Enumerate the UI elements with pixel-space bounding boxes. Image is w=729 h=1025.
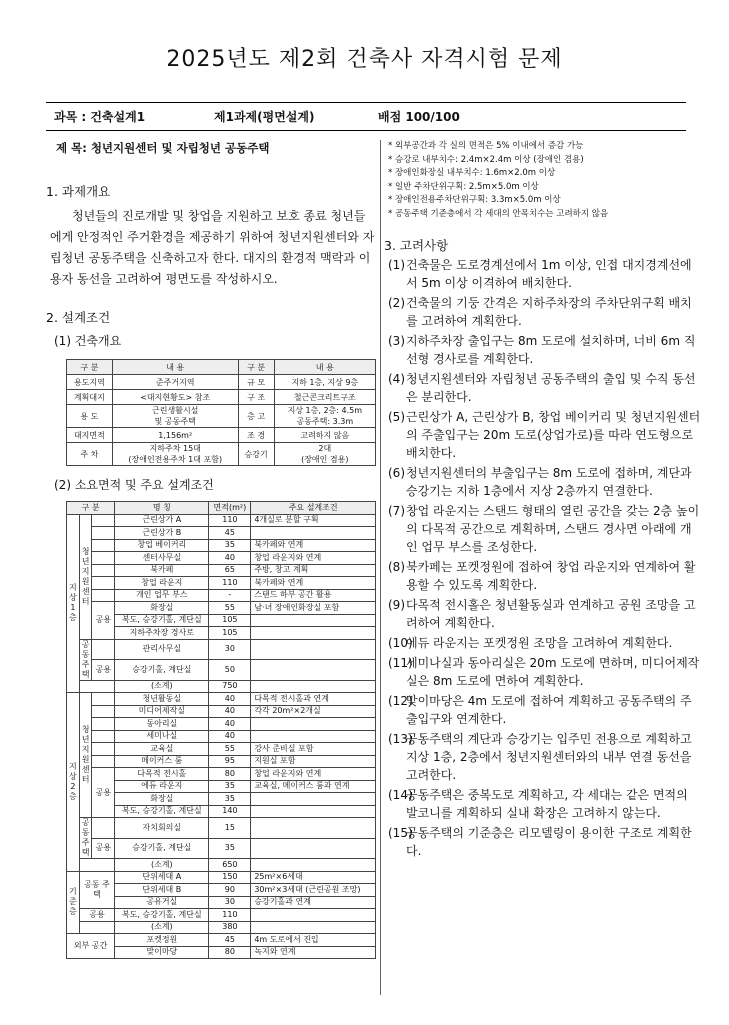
table-row [67, 730, 376, 743]
item-text: 맞이마당은 4m 도로에 접하여 계획하고 공동주택의 주출입구와 연계한다. [406, 693, 692, 726]
blank-cell [92, 552, 115, 565]
table-header-cell: 명 칭 [115, 502, 209, 515]
table-cell: 2대 (장애인 겸용) [274, 443, 375, 466]
group-label: 공용 [92, 602, 115, 640]
item-text: 북카페는 포켓정원에 접하여 창업 라운지와 연계하여 활용할 수 있도록 계획한다. [406, 559, 696, 592]
room-area: 35 [209, 793, 251, 806]
item-number: (12) [388, 693, 413, 708]
table-row [67, 602, 376, 615]
item-number: (3) [388, 333, 405, 348]
room-name: 창업 라운지 [115, 577, 209, 590]
blank-cell [92, 718, 115, 731]
group-label: 기준층 [67, 871, 80, 934]
item-text: 공동주택의 기준층은 리모델링이 용이한 구조로 계획한다. [406, 825, 692, 858]
room-area: 65 [209, 564, 251, 577]
room-name: 복도, 승강기홀, 계단실 [115, 909, 209, 922]
room-condition [251, 909, 376, 922]
room-name: 메이커스 룸 [115, 755, 209, 768]
group-label: 지상 2층 [67, 693, 80, 872]
table-cell: 지상 1층, 2층: 4.5m 공동주택: 3.3m [274, 405, 375, 428]
building-outline-table [66, 359, 376, 466]
consideration-item [384, 256, 702, 292]
table-header-cell: 구 분 [67, 502, 115, 515]
room-condition: 30m²×3세대 (근린공원 조망) [251, 884, 376, 897]
room-area: 50 [209, 660, 251, 681]
table-row [67, 934, 376, 947]
group-label: 공용 [79, 909, 114, 922]
room-area: 30 [209, 639, 251, 660]
room-area: 105 [209, 627, 251, 640]
table-row [67, 909, 376, 922]
room-name: 다목적 전시홀 [115, 768, 209, 781]
room-condition: 북카페와 연계 [251, 577, 376, 590]
room-area: 40 [209, 718, 251, 731]
consideration-item [384, 558, 702, 594]
room-area: 90 [209, 884, 251, 897]
room-condition: 북카페와 연계 [251, 539, 376, 552]
room-area: - [209, 589, 251, 602]
item-text: 지하주차장 출입구는 8m 도로에 설치하며, 너비 6m 직선형 경사로를 계획한다. [406, 333, 696, 366]
header-top-rule [46, 102, 686, 103]
consideration-item [384, 596, 702, 632]
room-area: 40 [209, 705, 251, 718]
blank-cell [251, 921, 376, 934]
group-label: 공동 주택 [79, 818, 92, 859]
room-area: 150 [209, 871, 251, 884]
consideration-item [384, 332, 702, 368]
table-cell: 구 조 [238, 390, 274, 405]
table-cell: 계획대지 [67, 390, 113, 405]
item-number: (1) [388, 257, 405, 272]
room-name: 단위세대 A [115, 871, 209, 884]
blank-cell [92, 818, 115, 839]
room-condition: 4개실로 분할 구획 [251, 514, 376, 527]
table-cell: 대지면적 [67, 428, 113, 443]
room-name: 동아리실 [115, 718, 209, 731]
room-name: 복도, 승강기홀, 계단실 [115, 805, 209, 818]
blank-cell [92, 755, 115, 768]
blank-cell [92, 743, 115, 756]
item-text: 창업 라운지는 스탠드 형태의 열린 공간을 갖는 2층 높이의 다목적 공간으로 계획하며, 스탠드 경사면 아래에 개인 업무 부스를 조성한다. [406, 503, 700, 554]
group-label: 공용 [92, 768, 115, 818]
table-row [67, 443, 376, 466]
room-area: 140 [209, 805, 251, 818]
table-cell: 조 경 [238, 428, 274, 443]
table-row [67, 539, 376, 552]
room-name: 맞이마당 [115, 946, 209, 959]
room-condition: 주방, 창고 계획 [251, 564, 376, 577]
consideration-item [384, 634, 702, 652]
room-area: 110 [209, 909, 251, 922]
group-label: 공용 [92, 660, 115, 681]
item-text: 건축물의 기둥 간격은 지하주차장의 주차단위구획 배치를 고려하여 계획한다. [406, 295, 692, 328]
blank-cell [92, 589, 115, 602]
item-text: 건축물은 도로경계선에서 1m 이상, 인접 대지경계선에서 5m 이상 이격하여 배치한다. [406, 257, 692, 290]
table-cell: 용도지역 [67, 375, 113, 390]
room-condition [251, 527, 376, 540]
blank-cell [251, 859, 376, 872]
considerations-list [384, 256, 702, 860]
room-condition: 녹지와 연계 [251, 946, 376, 959]
room-name: 세미나실 [115, 730, 209, 743]
subtotal-value: 380 [209, 921, 251, 934]
room-name: 미디어제작실 [115, 705, 209, 718]
table-row [67, 514, 376, 527]
subject-label: 과목 : 건축설계1 [54, 110, 146, 124]
room-condition: 창업 라운지와 연계 [251, 552, 376, 565]
item-text: 세미나실과 동아리실은 20m 도로에 면하며, 미디어제작실은 8m 도로에 면하여 계획한다. [406, 655, 700, 688]
consideration-item [384, 502, 702, 556]
room-area: 45 [209, 934, 251, 947]
table-row [67, 755, 376, 768]
notes-list [384, 140, 702, 222]
room-condition: 지원실 포함 [251, 755, 376, 768]
table-header-cell: 구 분 [238, 360, 274, 375]
item-number: (15) [388, 825, 413, 840]
room-name: 교육실 [115, 743, 209, 756]
room-name: 승강기홀, 계단실 [115, 660, 209, 681]
table-row [67, 768, 376, 781]
consideration-item [384, 824, 702, 860]
room-name: 근린상가 B [115, 527, 209, 540]
table-header-cell: 주요 설계조건 [251, 502, 376, 515]
consideration-item [384, 370, 702, 406]
blank-cell [92, 514, 115, 527]
table-cell: 고려하지 않음 [274, 428, 375, 443]
room-condition: 강사 준비실 포함 [251, 743, 376, 756]
blank-cell [79, 859, 114, 872]
group-label: 청년 지원 센터 [79, 693, 92, 818]
subtotal-label: (소계) [115, 680, 209, 693]
table-row [67, 705, 376, 718]
room-condition: 4m 도로에서 진입 [251, 934, 376, 947]
blank-cell [251, 680, 376, 693]
room-area: 80 [209, 768, 251, 781]
overview-heading: 1. 과제개요 [46, 184, 111, 199]
room-name: 개인 업무 부스 [115, 589, 209, 602]
group-label: 청년 지원 센터 [79, 514, 92, 639]
overview-text: 청년들의 진로개발 및 창업을 지원하고 보호 종료 청년들에게 안정적인 주거환경을 제공하기 위하여 청년지원센터와 자립청년 공동주택을 신축하고자 한다. 대지의 환경적 맥락과 이용자 동선을 고려하여 평면도를 작성하시오. [50, 209, 375, 286]
consideration-item [384, 692, 702, 728]
table-row [67, 589, 376, 602]
table-cell: 1,156m² [112, 428, 238, 443]
room-name: 지하주차장 경사로 [115, 627, 209, 640]
table-row [67, 871, 376, 884]
room-area: 35 [209, 838, 251, 859]
item-number: (14) [388, 787, 413, 802]
item-number: (7) [388, 503, 405, 518]
table-row [67, 375, 376, 390]
right-column [384, 140, 702, 860]
considerations-heading: 3. 고려사항 [384, 237, 449, 253]
room-condition [251, 818, 376, 839]
column-divider [380, 140, 381, 995]
group-label: 지상 1층 [67, 514, 80, 693]
table-cell: <대지현황도> 참조 [112, 390, 238, 405]
table-cell: 주 차 [67, 443, 113, 466]
item-text: 공동주택은 중복도로 계획하고, 각 세대는 같은 면적의 발코니를 계획하되 실내 확장은 고려하지 않는다. [406, 787, 688, 820]
item-text: 에듀 라운지는 포켓정원 조망을 고려하여 계획한다. [406, 635, 673, 650]
table-row [67, 838, 376, 859]
header-bottom-rule [46, 130, 686, 131]
subtotal-label: (소계) [115, 921, 209, 934]
item-text: 청년지원센터의 부출입구는 8m 도로에 접하며, 계단과 승강기는 지하 1층에서 지상 2층까지 연결한다. [406, 465, 692, 498]
room-name: 북카페 [115, 564, 209, 577]
item-number: (2) [388, 295, 405, 310]
room-name: 근린상가 A [115, 514, 209, 527]
room-name: 청년활동실 [115, 693, 209, 706]
item-number: (8) [388, 559, 405, 574]
exam-title: 2025년도 제2회 건축사 자격시험 문제 [166, 47, 563, 72]
score-label: 배점 100/100 [378, 110, 460, 124]
table-row [67, 405, 376, 428]
blank-cell [92, 639, 115, 660]
room-name: 센터사무실 [115, 552, 209, 565]
item-text: 공동주택의 계단과 승강기는 입주민 전용으로 계획하고 지상 1층, 2층에서 청년지원센터와의 내부 연결 동선을 고려한다. [406, 731, 692, 782]
table-row [67, 527, 376, 540]
room-condition [251, 805, 376, 818]
note-item: * 장애인전용주차단위구획: 3.3m×5.0m 이상 [384, 194, 702, 208]
item-number: (4) [388, 371, 405, 386]
consideration-item [384, 408, 702, 462]
room-condition [251, 793, 376, 806]
room-condition: 스탠드 하부 공간 활용 [251, 589, 376, 602]
room-name: 화장실 [115, 602, 209, 615]
subtotal-value: 750 [209, 680, 251, 693]
table-cell: 용 도 [67, 405, 113, 428]
table-header-cell: 내 용 [274, 360, 375, 375]
item-text: 근린상가 A, 근린상가 B, 창업 베이커리 및 청년지원센터의 주출입구는 20m 도로(상업가로)를 따라 연도형으로 배치한다. [406, 409, 701, 460]
room-condition: 교육실, 메이커스 룸과 연계 [251, 780, 376, 793]
room-name: 포켓정원 [115, 934, 209, 947]
blank-cell [92, 577, 115, 590]
table-row [67, 639, 376, 660]
item-text: 다목적 전시홀은 청년활동실과 연계하고 공원 조망을 고려하여 계획한다. [406, 597, 696, 630]
item-number: (11) [388, 655, 413, 670]
consideration-item [384, 294, 702, 330]
room-area: 55 [209, 602, 251, 615]
room-condition: 승강기홀과 연계 [251, 896, 376, 909]
room-name: 자치회의실 [115, 818, 209, 839]
room-condition [251, 730, 376, 743]
subtotal-row [67, 680, 376, 693]
table-row [67, 718, 376, 731]
table-row [67, 390, 376, 405]
room-condition [251, 627, 376, 640]
room-name: 창업 베이커리 [115, 539, 209, 552]
room-area: 40 [209, 693, 251, 706]
room-area: 45 [209, 527, 251, 540]
table-cell: 지하주차 15대 (장애인전용주차 1대 포함) [112, 443, 238, 466]
consideration-item [384, 730, 702, 784]
left-column [46, 140, 376, 959]
group-label: 외부 공간 [67, 934, 115, 959]
table-cell: 승강기 [238, 443, 274, 466]
table-cell: 지하 1층, 지상 9층 [274, 375, 375, 390]
room-area: 35 [209, 780, 251, 793]
table-row [67, 428, 376, 443]
room-area: 30 [209, 896, 251, 909]
table-row [67, 564, 376, 577]
table-row [67, 743, 376, 756]
blank-cell [92, 564, 115, 577]
room-condition [251, 718, 376, 731]
table-row [67, 660, 376, 681]
table-row [67, 577, 376, 590]
subtotal-row [67, 921, 376, 934]
blank-cell [79, 680, 114, 693]
area-subheading: (2) 소요면적 및 주요 설계조건 [54, 478, 214, 492]
subtotal-value: 650 [209, 859, 251, 872]
room-area: 95 [209, 755, 251, 768]
table-cell: 층 고 [238, 405, 274, 428]
room-area: 40 [209, 730, 251, 743]
room-area: 40 [209, 552, 251, 565]
outline-subheading: (1) 건축개요 [54, 334, 122, 348]
table-header-cell: 내 용 [112, 360, 238, 375]
room-name: 단위세대 B [115, 884, 209, 897]
note-item: * 공동주택 기준층에서 각 세대의 안목치수는 고려하지 않음 [384, 208, 702, 222]
blank-cell [92, 730, 115, 743]
item-number: (5) [388, 409, 405, 424]
table-cell: 근린생활시설 및 공동주택 [112, 405, 238, 428]
table-cell: 철근콘크리트구조 [274, 390, 375, 405]
item-number: (10) [388, 635, 413, 650]
table-header-cell: 면적(m²) [209, 502, 251, 515]
room-condition [251, 660, 376, 681]
subtotal-label: (소계) [115, 859, 209, 872]
blank-cell [92, 705, 115, 718]
room-name: 화장실 [115, 793, 209, 806]
room-name: 공유거실 [115, 896, 209, 909]
room-condition [251, 614, 376, 627]
room-area: 110 [209, 577, 251, 590]
room-name: 복도, 승강기홀, 계단실 [115, 614, 209, 627]
item-number: (9) [388, 597, 405, 612]
group-label: 공용 [92, 838, 115, 859]
room-area: 105 [209, 614, 251, 627]
consideration-item [384, 464, 702, 500]
room-name: 에듀 라운지 [115, 780, 209, 793]
note-item: * 승강로 내부치수: 2.4m×2.4m 이상 (장애인 겸용) [384, 154, 702, 168]
item-number: (6) [388, 465, 405, 480]
group-label: 공동 주택 [79, 871, 114, 909]
table-row [67, 818, 376, 839]
table-row [67, 693, 376, 706]
room-condition [251, 838, 376, 859]
consideration-item [384, 654, 702, 690]
table-cell: 규 모 [238, 375, 274, 390]
note-item: * 장애인화장실 내부치수: 1.6m×2.0m 이상 [384, 167, 702, 181]
room-condition: 남·녀 장애인화장실 포함 [251, 602, 376, 615]
exam-header [46, 108, 686, 124]
blank-cell [92, 693, 115, 706]
blank-cell [79, 921, 114, 934]
room-condition: 다목적 전시홀과 연계 [251, 693, 376, 706]
room-area: 80 [209, 946, 251, 959]
subtotal-row [67, 859, 376, 872]
group-label: 공동 주택 [79, 639, 92, 680]
room-condition: 창업 라운지와 연계 [251, 768, 376, 781]
room-area: 15 [209, 818, 251, 839]
note-item: * 외부공간과 각 실의 면적은 5% 이내에서 증감 가능 [384, 140, 702, 154]
room-area: 110 [209, 514, 251, 527]
room-name: 관리사무실 [115, 639, 209, 660]
task-label: 제1과제(평면설계) [214, 110, 315, 124]
consideration-item [384, 786, 702, 822]
room-area: 55 [209, 743, 251, 756]
blank-cell [92, 527, 115, 540]
subject-line: 제 목: 청년지원센터 및 자립청년 공동주택 [56, 141, 270, 155]
room-name: 승강기홀, 계단실 [115, 838, 209, 859]
note-item: * 일반 주차단위구획: 2.5m×5.0m 이상 [384, 181, 702, 195]
room-condition: 25m²×6세대 [251, 871, 376, 884]
table-cell: 준주거지역 [112, 375, 238, 390]
table-row [67, 552, 376, 565]
area-table [66, 501, 376, 959]
table-header-cell: 구 분 [67, 360, 113, 375]
item-number: (13) [388, 731, 413, 746]
item-text: 청년지원센터와 자립청년 공동주택의 출입 및 수직 동선은 분리한다. [406, 371, 696, 404]
conditions-heading: 2. 설계조건 [46, 310, 111, 325]
room-condition [251, 639, 376, 660]
room-condition: 각각 20m²×2개실 [251, 705, 376, 718]
room-area: 35 [209, 539, 251, 552]
blank-cell [92, 539, 115, 552]
